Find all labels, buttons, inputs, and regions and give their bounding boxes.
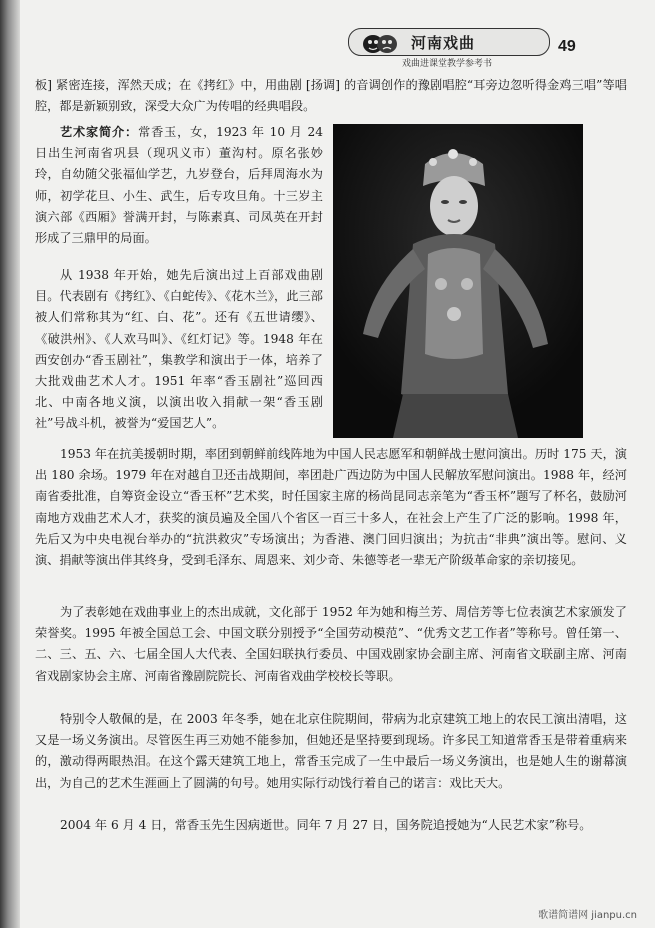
paragraph-artist-intro [35, 122, 323, 249]
paragraph-final-performance: 特别令人敬佩的是，在 2003 年冬季，她在北京住院期间，带病为北京建筑工地上的农民工演出清唱，这又是一场义务演出。尽管医生再三劝她不能参加，但她还是坚持要到现场。许多民工知道常香玉是带着重病来的，激动得两眼热泪。在这个露天建筑工地上，常香玉完成了一生中最后一场义务演出，也是她人生的谢幕演出，为自己的艺术生涯画上了圆满的句号。她用实际行动饯行着自己的诺言：戏比天大。 [35, 712, 627, 790]
paragraph-honors: 为了表彰她在戏曲事业上的杰出成就，文化部于 1952 年为她和梅兰芳、周信芳等七位表演艺术家颁发了荣誉奖。1995 年被全国总工会、中国文联分别授予“全国劳动模范”、“优秀文艺工作者”等称号。曾任第一、二、三、五、六、七届全国人大代表、全国妇联执行委员、中国戏剧家协会副主席、河南省文联副主席、河南省戏剧家协会主席、河南省豫剧院院长、河南省戏曲学校校长等职。 [35, 605, 627, 683]
artist-intro-heading: 艺术家简介： [60, 125, 139, 139]
source-watermark: 歌谱简谱网 jianpu.cn [538, 910, 637, 921]
artist-intro-text: 常香玉，女，1923 年 10 月 24 日出生河南省巩县（现巩义市）董沟村。原名张妙玲，自幼随父张福仙学艺，九岁登台，后拜周海水为师，初学花旦、小生、武生，后专攻旦角。十三岁主演六部《西厢》誉满开封，与陈素真、司凤英在开封形成了三鼎甲的局面。 [35, 125, 324, 246]
paragraph-performances: 1953 年在抗美援朝时期，率团到朝鲜前线阵地为中国人民志愿军和朝鲜战士慰问演出。历时 175 天，演出 180 余场。1979 年在对越自卫还击战期间，率团赴广西边防为中国人民解放军慰问演出。1988 年，经河南省委批准，自筹资金设立“香玉杯”艺术奖，时任国家主席的杨尚昆同志亲笔为“香玉杯”题写了杯名，鼓励河南地方戏曲艺术人才，获奖的演员遍及全国八个省区一百三十多人，在社会上产生了广泛的影响。1998 年，先后又为中央电视台举办的“抗洪救灾”专场演出；为香港、澳门回归演出；为抗击“非典”演出等。慰问、义演、捐献等演出伴其终身，受到毛泽东、周恩来、刘少奇、朱德等老一辈无产阶级革命家的亲切接见。 [35, 447, 627, 568]
paragraph-repertoire: 从 1938 年开始，她先后演出过上百部戏曲剧目。代表剧有《拷红》、《白蛇传》、《花木兰》，此三部被人们常称其为“红、白、花”。还有《五世请缨》、《破洪州》、《人欢马叫》、《红灯记》等。1948 年在西安创办“香玉剧社”，集教学和演出于一体，培养了大批戏曲艺术人才。1951 年率“香玉剧社”巡回西北、中南各地义演，以演出收入捐献一架“香玉剧社”号战斗机，被誉为“爱国艺人”。 [35, 268, 323, 431]
header-subtitle: 戏曲进课堂教学参考书 [402, 59, 493, 69]
page-header [340, 26, 630, 72]
header-brand-box [348, 28, 550, 56]
page-number: 49 [558, 38, 576, 55]
header-title: 河南戏曲 [411, 34, 476, 52]
paragraph-death: 2004 年 6 月 4 日，常香玉先生因病逝世。同年 7 月 27 日，国务院追授她为“人民艺术家”称号。 [60, 818, 592, 832]
paragraph-intro-tail: 板] 紧密连接，浑然天成；在《拷红》中，用曲剧 [扬调] 的音调创作的豫剧唱腔“耳旁边忽听得金鸡三唱”等唱腔，都是新颖别致，深受大众广为传唱的经典唱段。 [35, 78, 627, 114]
performer-figure [333, 124, 583, 438]
opera-masks-icon [361, 34, 399, 54]
performer-photo [333, 124, 583, 438]
book-spine-shadow [0, 0, 20, 928]
